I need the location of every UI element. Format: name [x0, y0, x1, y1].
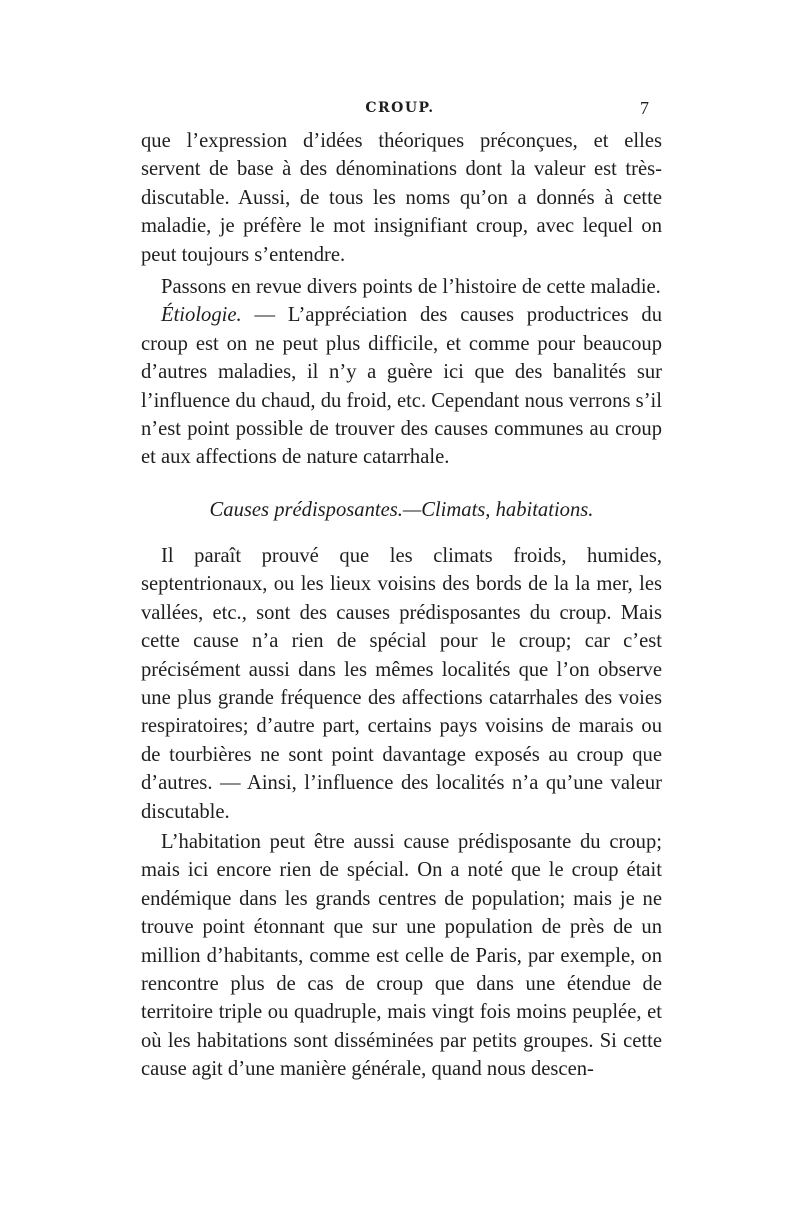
section-heading: Causes prédisposantes.—Climats, habitations. — [209, 498, 594, 521]
paragraph-habitations: L’habitation peut être aussi cause prédisposante du croup; mais ici encore rien de spécial. On a noté que le croup était endémique dans les grands centres de population; mais je ne trouve point étonnant que sur une population de près de un million d’habitants, comme est celle de Paris, par exemple, on rencontre plus de cas de croup que dans une étendue de territoire triple ou quadruple, mais vingt fois moins peuplée, et où les habitations sont disséminées par petits groupes. Si cette cause agit d’une manière générale, quand nous descen- — [141, 830, 662, 1081]
running-title: CROUP. — [365, 100, 435, 116]
paragraph-climats: Il paraît prouvé que les climats froids, humides, septentrionaux, ou les lieux voisins des bords de la la mer, les vallées, etc., sont des causes prédisposantes du croup. Mais cette cause n’a rien de spécial pour le croup; car c’est précisément aussi dans les mêmes localités que l’on observe une plus grande fréquence des affections catarrhales des voies respiratoires; d’autre part, certains pays voisins de marais ou de tourbières ne sont point davantage exposés au croup que d’autres. — Ainsi, l’influence des localités n’a qu’une valeur discutable. — [141, 544, 662, 823]
etiologie-text: — L’appréciation des causes productrices du croup est on ne peut plus difficile, et comme pour beaucoup d’autres maladies, il n’y a guère ici que des banalités sur l’influence du chaud, du froid, etc. Cependant nous verrons s’il n’est point possible de trouver des causes communes au croup et aux affections de nature catarrhale. — [141, 304, 662, 469]
etiologie-label: Étiologie. — [161, 304, 242, 327]
paragraph-etiologie — [141, 301, 662, 471]
page-number: 7 — [640, 98, 649, 118]
paragraph-intro: Passons en revue divers points de l’histoire de cette maladie. — [161, 276, 661, 299]
running-head — [0, 98, 800, 120]
text-body — [141, 127, 662, 1084]
paragraph-continuation: que l’expression d’idées théoriques préconçues, et elles servent de base à des dénominations dont la valeur est très-discutable. Aussi, de tous les noms qu’on a donnés à cette maladie, je préfère le mot insignifiant croup, avec lequel on peut toujours s’entendre. — [141, 130, 662, 266]
